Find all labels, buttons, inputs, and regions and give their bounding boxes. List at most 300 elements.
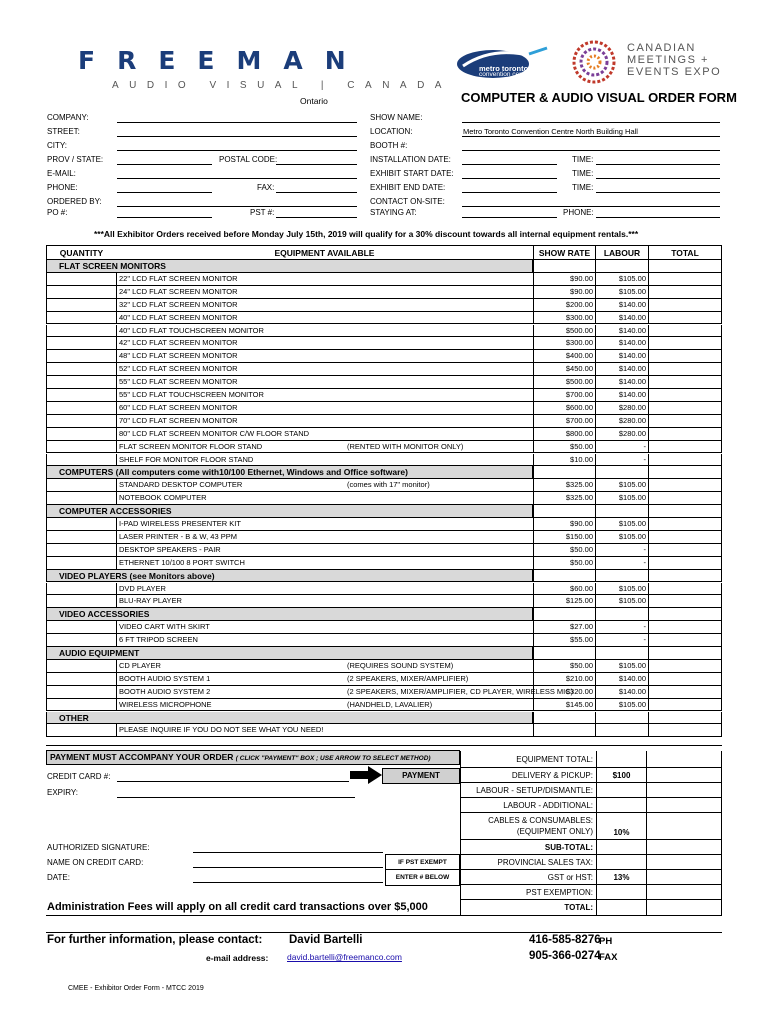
contact-label: For further information, please contact: bbox=[47, 934, 263, 946]
equipment-note: (comes with 17" monitor) bbox=[347, 480, 430, 490]
install-date-field[interactable] bbox=[462, 164, 557, 165]
equipment-description: 40" LCD FLAT SCREEN MONITOR bbox=[119, 312, 238, 322]
pst-exempt-label: IF PST EXEMPT bbox=[386, 855, 459, 870]
equipment-row bbox=[46, 673, 722, 686]
labour-cell: $105.00 bbox=[595, 518, 648, 531]
equipment-description-cell bbox=[116, 660, 533, 673]
equipment-description: STANDARD DESKTOP COMPUTER bbox=[119, 480, 243, 490]
show-rate-cell: $325.00 bbox=[533, 492, 595, 505]
section-header bbox=[46, 466, 722, 479]
equipment-row bbox=[46, 312, 722, 325]
header-labour: LABOUR bbox=[595, 245, 649, 260]
contact-label: CONTACT ON-SITE: bbox=[370, 197, 445, 206]
show-rate-cell: $300.00 bbox=[533, 312, 595, 325]
equipment-total-label: EQUIPMENT TOTAL: bbox=[460, 751, 596, 768]
section-total-cell bbox=[648, 260, 722, 273]
prov-label: PROV / STATE: bbox=[47, 155, 104, 164]
quantity-input[interactable] bbox=[46, 583, 116, 596]
location-field[interactable] bbox=[462, 136, 720, 137]
quantity-input[interactable] bbox=[46, 273, 116, 286]
section-labour-cell bbox=[595, 712, 648, 725]
quantity-input[interactable] bbox=[46, 325, 116, 338]
row-total-cell bbox=[648, 286, 722, 299]
equipment-description-cell bbox=[116, 634, 533, 647]
phone-tag: PH bbox=[599, 936, 613, 947]
payment-method-select[interactable]: PAYMENT bbox=[382, 768, 460, 784]
show-rate-cell: $10.00 bbox=[533, 454, 595, 467]
pst-exempt-box bbox=[385, 854, 460, 886]
gst-hst-amount[interactable] bbox=[646, 870, 722, 885]
prov-field[interactable] bbox=[117, 164, 212, 165]
pst-exemption-amount[interactable] bbox=[646, 885, 722, 900]
show-rate-cell: $50.00 bbox=[533, 557, 595, 570]
quantity-input[interactable] bbox=[46, 686, 116, 699]
labour-cell: $105.00 bbox=[595, 583, 648, 596]
row-total-cell bbox=[648, 660, 722, 673]
equipment-description: 55" LCD FLAT SCREEN MONITOR bbox=[119, 377, 238, 387]
po-field[interactable] bbox=[117, 217, 212, 218]
quantity-input[interactable] bbox=[46, 402, 116, 415]
equipment-description: DVD PLAYER bbox=[119, 583, 166, 593]
payment-heading-note: ( CLICK "PAYMENT" BOX ; USE ARROW TO SELECT METHOD) bbox=[235, 755, 431, 762]
show-rate-cell: $800.00 bbox=[533, 428, 595, 441]
show-rate-cell: $90.00 bbox=[533, 273, 595, 286]
quantity-input[interactable] bbox=[46, 312, 116, 325]
row-total-cell bbox=[648, 557, 722, 570]
show-rate-cell: $50.00 bbox=[533, 544, 595, 557]
equipment-description: SHELF FOR MONITOR FLOOR STAND bbox=[119, 454, 254, 464]
equipment-description-cell bbox=[116, 673, 533, 686]
equipment-row bbox=[46, 531, 722, 544]
labour-cell: $140.00 bbox=[595, 673, 648, 686]
equipment-description: 6 FT TRIPOD SCREEN bbox=[119, 635, 198, 645]
quantity-input[interactable] bbox=[46, 621, 116, 634]
equipment-note: (2 SPEAKERS, MIXER/AMPLIFIER) bbox=[347, 673, 469, 683]
labour-cell: $105.00 bbox=[595, 531, 648, 544]
row-total-cell bbox=[648, 531, 722, 544]
equipment-row bbox=[46, 415, 722, 428]
labour-cell: - bbox=[595, 557, 648, 570]
labour-cell: $140.00 bbox=[595, 363, 648, 376]
row-total-cell bbox=[648, 428, 722, 441]
start-date-field[interactable] bbox=[462, 178, 557, 179]
row-total-cell bbox=[648, 350, 722, 363]
row-total-cell bbox=[648, 686, 722, 699]
quantity-input[interactable] bbox=[46, 699, 116, 712]
credit-card-field[interactable] bbox=[117, 781, 349, 782]
ordered-by-label: ORDERED BY: bbox=[47, 197, 102, 206]
labour-cell: - bbox=[595, 621, 648, 634]
location-label: LOCATION: bbox=[370, 127, 413, 136]
cables-consumables-row bbox=[460, 813, 722, 840]
equipment-row bbox=[46, 350, 722, 363]
show-rate-cell: $55.00 bbox=[533, 634, 595, 647]
show-rate-cell: $50.00 bbox=[533, 660, 595, 673]
contact-divider bbox=[46, 932, 722, 933]
gst-hst-label: GST or HST: bbox=[460, 870, 596, 885]
subtotal-rate bbox=[596, 840, 646, 855]
quantity-input[interactable] bbox=[46, 376, 116, 389]
equipment-total-rate bbox=[596, 751, 646, 768]
labour-cell: $280.00 bbox=[595, 402, 648, 415]
show-rate-cell: $90.00 bbox=[533, 518, 595, 531]
cables-consumables-label-line1: CABLES & CONSUMABLES: bbox=[488, 816, 593, 825]
section-labour-cell bbox=[595, 647, 648, 660]
labour-cell: $105.00 bbox=[595, 699, 648, 712]
quantity-input[interactable] bbox=[46, 595, 116, 608]
equipment-row bbox=[46, 686, 722, 699]
labour-cell: $140.00 bbox=[595, 325, 648, 338]
equipment-description: NOTEBOOK COMPUTER bbox=[119, 493, 207, 503]
start-time-label: TIME: bbox=[572, 169, 594, 178]
show-rate-cell: $210.00 bbox=[533, 673, 595, 686]
end-time-label: TIME: bbox=[572, 183, 594, 192]
row-total-cell bbox=[648, 325, 722, 338]
row-total-cell bbox=[648, 299, 722, 312]
show-rate-cell: $300.00 bbox=[533, 337, 595, 350]
show-name-field[interactable] bbox=[462, 122, 720, 123]
equipment-row bbox=[46, 454, 722, 467]
signature-field[interactable] bbox=[193, 852, 383, 853]
equipment-description-cell bbox=[116, 428, 533, 441]
equipment-description-cell bbox=[116, 402, 533, 415]
show-rate-cell: $150.00 bbox=[533, 531, 595, 544]
quantity-input[interactable] bbox=[46, 428, 116, 441]
quantity-input[interactable] bbox=[46, 299, 116, 312]
row-total-cell bbox=[648, 363, 722, 376]
quantity-input[interactable] bbox=[46, 415, 116, 428]
labour-additional-row bbox=[460, 798, 722, 813]
expo-logo-line2: MEETINGS + bbox=[627, 54, 709, 66]
fax-tag: FAX bbox=[599, 952, 618, 963]
equipment-row bbox=[46, 363, 722, 376]
quantity-input[interactable] bbox=[46, 660, 116, 673]
section-title: FLAT SCREEN MONITORS bbox=[46, 260, 533, 273]
discount-note: ***All Exhibitor Orders received before Monday July 15th, 2019 will qualify for a 30% discount towards all internal equipment rentals.*** bbox=[94, 229, 639, 239]
equipment-description: 42" LCD FLAT SCREEN MONITOR bbox=[119, 338, 238, 348]
email-address-label: e-mail address: bbox=[206, 953, 269, 963]
phone-label: PHONE: bbox=[47, 183, 78, 192]
install-time-field[interactable] bbox=[596, 164, 720, 165]
show-rate-cell: $700.00 bbox=[533, 415, 595, 428]
staying-field[interactable] bbox=[462, 217, 557, 218]
show-rate-cell: $145.00 bbox=[533, 699, 595, 712]
section-header bbox=[46, 647, 722, 660]
subtotal-label: SUB-TOTAL: bbox=[460, 840, 596, 855]
freeman-logo-subtitle: AUDIO VISUAL | CANADA bbox=[112, 80, 452, 91]
signature-label: AUTHORIZED SIGNATURE: bbox=[47, 843, 150, 852]
mtcc-logo-line1: metro toronto bbox=[479, 64, 529, 73]
labour-cell bbox=[595, 724, 648, 737]
section-rate-cell bbox=[533, 712, 595, 725]
pst-exemption-row bbox=[460, 885, 722, 900]
section-rate-cell bbox=[533, 647, 595, 660]
section-total-cell bbox=[648, 608, 722, 621]
email-field[interactable] bbox=[117, 178, 357, 179]
equipment-description-cell bbox=[116, 350, 533, 363]
gst-hst-rate: 13% bbox=[596, 870, 646, 885]
section-title: COMPUTER ACCESSORIES bbox=[46, 505, 533, 518]
header-total: TOTAL bbox=[648, 245, 722, 260]
section-title: AUDIO EQUIPMENT bbox=[46, 647, 533, 660]
show-rate-cell: $320.00 bbox=[533, 686, 595, 699]
header-quantity: QUANTITY bbox=[46, 245, 117, 260]
staying-label: STAYING AT: bbox=[370, 208, 417, 217]
equipment-description: CD PLAYER bbox=[119, 660, 161, 670]
pst-field[interactable] bbox=[276, 217, 357, 218]
labour-setup-amount[interactable] bbox=[646, 783, 722, 798]
row-total-cell bbox=[648, 724, 722, 737]
section-header bbox=[46, 712, 722, 725]
row-total-cell bbox=[648, 441, 722, 454]
fax-field[interactable] bbox=[276, 192, 357, 193]
equipment-row bbox=[46, 660, 722, 673]
section-rate-cell bbox=[533, 466, 595, 479]
labour-cell: $140.00 bbox=[595, 312, 648, 325]
quantity-input[interactable] bbox=[46, 724, 116, 737]
site-phone-field[interactable] bbox=[596, 217, 720, 218]
payment-heading: PAYMENT MUST ACCOMPANY YOUR ORDER bbox=[50, 752, 234, 762]
labour-cell: $105.00 bbox=[595, 479, 648, 492]
row-total-cell bbox=[648, 634, 722, 647]
row-total-cell bbox=[648, 402, 722, 415]
provincial-tax-amount[interactable] bbox=[646, 855, 722, 870]
expiry-label: EXPIRY: bbox=[47, 788, 78, 797]
equipment-note: (REQUIRES SOUND SYSTEM) bbox=[347, 660, 454, 670]
quantity-input[interactable] bbox=[46, 531, 116, 544]
end-time-field[interactable] bbox=[596, 192, 720, 193]
arrow-right-icon bbox=[350, 766, 382, 789]
labour-cell: - bbox=[595, 634, 648, 647]
labour-cell: - bbox=[595, 441, 648, 454]
equipment-description-cell bbox=[116, 441, 533, 454]
show-rate-cell: $600.00 bbox=[533, 402, 595, 415]
labour-cell: $280.00 bbox=[595, 428, 648, 441]
row-total-cell bbox=[648, 376, 722, 389]
equipment-description: BLU-RAY PLAYER bbox=[119, 596, 182, 606]
equipment-row bbox=[46, 325, 722, 338]
show-rate-cell bbox=[533, 724, 595, 737]
date-label: DATE: bbox=[47, 873, 70, 882]
company-field[interactable] bbox=[117, 122, 357, 123]
section-header bbox=[46, 505, 722, 518]
quantity-input[interactable] bbox=[46, 634, 116, 647]
equipment-row bbox=[46, 441, 722, 454]
mtcc-logo bbox=[455, 44, 555, 84]
ordered-by-field[interactable] bbox=[117, 206, 357, 207]
section-labour-cell bbox=[595, 570, 648, 583]
delivery-pickup-amount[interactable] bbox=[646, 768, 722, 783]
labour-cell: $140.00 bbox=[595, 389, 648, 402]
section-total-cell bbox=[648, 712, 722, 725]
form-title: COMPUTER & AUDIO VISUAL ORDER FORM bbox=[461, 90, 737, 105]
equipment-description-cell bbox=[116, 531, 533, 544]
quantity-input[interactable] bbox=[46, 673, 116, 686]
equipment-description-cell bbox=[116, 286, 533, 299]
equipment-description-cell bbox=[116, 325, 533, 338]
row-total-cell bbox=[648, 518, 722, 531]
pst-exemption-rate bbox=[596, 885, 646, 900]
equipment-description-cell bbox=[116, 583, 533, 596]
quantity-input[interactable] bbox=[46, 454, 116, 467]
cables-consumables-label bbox=[460, 813, 596, 840]
quantity-input[interactable] bbox=[46, 544, 116, 557]
show-rate-cell: $500.00 bbox=[533, 325, 595, 338]
equipment-description-cell bbox=[116, 415, 533, 428]
provincial-tax-label: PROVINCIAL SALES TAX: bbox=[460, 855, 596, 870]
labour-cell: $105.00 bbox=[595, 595, 648, 608]
subtotal-amount[interactable] bbox=[646, 840, 722, 855]
row-total-cell bbox=[648, 273, 722, 286]
show-rate-cell: $500.00 bbox=[533, 376, 595, 389]
show-rate-cell: $50.00 bbox=[533, 441, 595, 454]
labour-additional-amount[interactable] bbox=[646, 798, 722, 813]
street-field[interactable] bbox=[117, 136, 357, 137]
equipment-note: (2 SPEAKERS, MIXER/AMPLIFIER, CD PLAYER, WIRELESS MIC) bbox=[347, 686, 574, 696]
grand-total-amount[interactable] bbox=[646, 900, 722, 916]
equipment-row bbox=[46, 583, 722, 596]
equipment-description-cell bbox=[116, 389, 533, 402]
equipment-row bbox=[46, 402, 722, 415]
equipment-note: (RENTED WITH MONITOR ONLY) bbox=[347, 441, 464, 451]
phone-field[interactable] bbox=[117, 192, 212, 193]
equipment-description-cell bbox=[116, 479, 533, 492]
equipment-description-cell bbox=[116, 312, 533, 325]
site-phone-label: PHONE: bbox=[563, 208, 594, 217]
equipment-description: LASER PRINTER - B & W, 43 PPM bbox=[119, 531, 237, 541]
contact-email-link[interactable]: david.bartelli@freemanco.com bbox=[287, 952, 402, 962]
show-rate-cell: $325.00 bbox=[533, 479, 595, 492]
quantity-input[interactable] bbox=[46, 557, 116, 570]
equipment-description-cell bbox=[116, 699, 533, 712]
subtotal-row bbox=[460, 840, 722, 855]
equipment-description-cell bbox=[116, 686, 574, 699]
expo-logo-line1: CANADIAN bbox=[627, 42, 696, 54]
row-total-cell bbox=[648, 673, 722, 686]
equipment-description: DESKTOP SPEAKERS - PAIR bbox=[119, 544, 221, 554]
freeman-logo: FREEMAN bbox=[78, 46, 368, 75]
equipment-description-cell bbox=[116, 273, 533, 286]
equipment-row bbox=[46, 699, 722, 712]
start-time-field[interactable] bbox=[596, 178, 720, 179]
equipment-description-cell bbox=[116, 363, 533, 376]
city-label: CITY: bbox=[47, 141, 68, 150]
equipment-description: 52" LCD FLAT SCREEN MONITOR bbox=[119, 364, 238, 374]
equipment-description: BOOTH AUDIO SYSTEM 2 bbox=[119, 686, 211, 696]
admin-underline bbox=[46, 915, 460, 916]
quantity-input[interactable] bbox=[46, 492, 116, 505]
city-field[interactable] bbox=[117, 150, 357, 151]
row-total-cell bbox=[648, 492, 722, 505]
header-equipment: EQUIPMENT AVAILABLE bbox=[116, 245, 534, 260]
cables-consumables-amount[interactable] bbox=[646, 813, 722, 840]
labour-cell: $140.00 bbox=[595, 337, 648, 350]
section-title: VIDEO PLAYERS (see Monitors above) bbox=[46, 570, 533, 583]
admin-fee-note: Administration Fees will apply on all credit card transactions over $5,000 bbox=[47, 901, 428, 913]
quantity-input[interactable] bbox=[46, 286, 116, 299]
labour-cell: $140.00 bbox=[595, 299, 648, 312]
equipment-description: 22" LCD FLAT SCREEN MONITOR bbox=[119, 273, 238, 283]
quantity-input[interactable] bbox=[46, 337, 116, 350]
equipment-row bbox=[46, 724, 722, 737]
labour-setup-row bbox=[460, 783, 722, 798]
equipment-description: 70" LCD FLAT SCREEN MONITOR bbox=[119, 415, 238, 425]
end-date-field[interactable] bbox=[462, 192, 557, 193]
equipment-description-cell bbox=[116, 595, 533, 608]
show-rate-cell: $400.00 bbox=[533, 350, 595, 363]
footer-note: CMEE - Exhibitor Order Form - MTCC 2019 bbox=[68, 985, 204, 992]
equipment-row bbox=[46, 286, 722, 299]
name-on-card-field[interactable] bbox=[193, 867, 383, 868]
labour-cell: $140.00 bbox=[595, 350, 648, 363]
row-total-cell bbox=[648, 337, 722, 350]
equipment-note: (HANDHELD, LAVALIER) bbox=[347, 699, 433, 709]
show-rate-cell: $90.00 bbox=[533, 286, 595, 299]
pst-label: PST #: bbox=[250, 208, 275, 217]
labour-additional-label: LABOUR - ADDITIONAL: bbox=[460, 798, 596, 813]
section-header bbox=[46, 260, 722, 273]
quantity-input[interactable] bbox=[46, 441, 116, 454]
equipment-description: PLEASE INQUIRE IF YOU DO NOT SEE WHAT YOU NEED! bbox=[119, 725, 324, 735]
booth-field[interactable] bbox=[462, 150, 720, 151]
equipment-row bbox=[46, 273, 722, 286]
equipment-row bbox=[46, 389, 722, 402]
postal-field[interactable] bbox=[276, 164, 357, 165]
quantity-input[interactable] bbox=[46, 350, 116, 363]
quantity-input[interactable] bbox=[46, 518, 116, 531]
equipment-description: BOOTH AUDIO SYSTEM 1 bbox=[119, 673, 211, 683]
gst-hst-row bbox=[460, 870, 722, 885]
company-label: COMPANY: bbox=[47, 113, 89, 122]
quantity-input[interactable] bbox=[46, 479, 116, 492]
contact-name: David Bartelli bbox=[289, 934, 363, 946]
quantity-input[interactable] bbox=[46, 363, 116, 376]
equipment-row bbox=[46, 492, 722, 505]
labour-cell: $105.00 bbox=[595, 273, 648, 286]
row-total-cell bbox=[648, 389, 722, 402]
enter-below-label: ENTER # BELOW bbox=[395, 874, 450, 881]
labour-cell: - bbox=[595, 544, 648, 557]
payment-heading-bar bbox=[46, 750, 460, 765]
expo-logo-globe bbox=[566, 40, 622, 84]
email-label: E-MAIL: bbox=[47, 169, 76, 178]
grand-total-row bbox=[460, 900, 722, 916]
show-rate-cell: $450.00 bbox=[533, 363, 595, 376]
expiry-field[interactable] bbox=[117, 797, 355, 798]
install-date-label: INSTALLATION DATE: bbox=[370, 155, 451, 164]
row-total-cell bbox=[648, 583, 722, 596]
quantity-input[interactable] bbox=[46, 389, 116, 402]
section-labour-cell bbox=[595, 608, 648, 621]
equipment-total-row bbox=[460, 751, 722, 768]
equipment-row bbox=[46, 634, 722, 647]
fax-label: FAX: bbox=[257, 183, 275, 192]
equipment-total-amount[interactable] bbox=[646, 751, 722, 768]
section-total-cell bbox=[648, 466, 722, 479]
equipment-description-cell bbox=[116, 557, 533, 570]
show-rate-cell: $125.00 bbox=[533, 595, 595, 608]
cables-consumables-rate: 10% bbox=[596, 813, 646, 840]
equipment-description: ETHERNET 10/100 8 PORT SWITCH bbox=[119, 557, 245, 567]
install-time-label: TIME: bbox=[572, 155, 594, 164]
equipment-description: I-PAD WIRELESS PRESENTER KIT bbox=[119, 519, 241, 528]
section-rate-cell bbox=[533, 505, 595, 518]
date-field[interactable] bbox=[193, 882, 383, 883]
contact-field[interactable] bbox=[462, 206, 720, 207]
section-labour-cell bbox=[595, 466, 648, 479]
section-header bbox=[46, 608, 722, 621]
section-total-cell bbox=[648, 647, 722, 660]
